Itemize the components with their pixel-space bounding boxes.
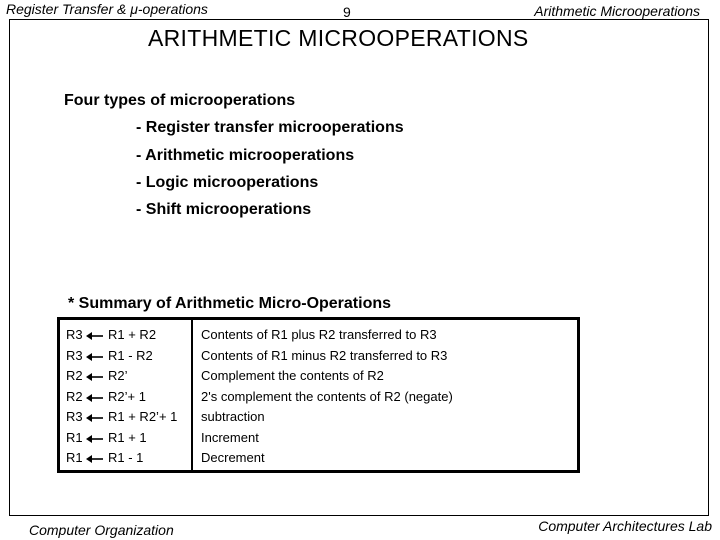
- slide-title: ARITHMETIC MICROOPERATIONS: [148, 25, 529, 51]
- operation-description: Complement the contents of R2: [201, 368, 384, 383]
- operation-expression: R1 + R2’+ 1: [108, 409, 178, 424]
- operation-description: Increment: [201, 430, 259, 445]
- operation-expression: R2’+ 1: [108, 389, 146, 404]
- operation-expression: R1 - R2: [108, 348, 153, 363]
- operation-expression: R1 + R2: [108, 327, 157, 342]
- destination-register: R3: [66, 348, 83, 363]
- list-item: - Logic microoperations: [136, 174, 319, 191]
- left-arrow-icon: [86, 454, 104, 464]
- summary-heading: * Summary of Arithmetic Micro-Operations: [68, 295, 392, 312]
- operation-description: 2's complement the contents of R2 (negate): [201, 389, 453, 404]
- destination-register: R3: [66, 327, 83, 342]
- header-topic: Arithmetic Microoperations: [534, 3, 700, 19]
- list-item: - Arithmetic microoperations: [136, 147, 355, 164]
- left-arrow-icon: [86, 434, 104, 444]
- footer-lab: Computer Architectures Lab: [538, 518, 712, 534]
- destination-register: R1: [66, 450, 83, 465]
- operation-description: Decrement: [201, 450, 265, 465]
- left-arrow-icon: [86, 413, 104, 423]
- left-arrow-icon: [86, 393, 104, 403]
- footer-course: Computer Organization: [29, 522, 174, 538]
- destination-register: R1: [66, 430, 83, 445]
- left-arrow-icon: [86, 352, 104, 362]
- intro-heading: Four types of microoperations: [64, 92, 296, 109]
- destination-register: R3: [66, 409, 83, 424]
- header-section-title: Register Transfer & μ-operations: [6, 1, 208, 17]
- destination-register: R2: [66, 389, 83, 404]
- operation-description: subtraction: [201, 409, 265, 424]
- list-item: - Shift microoperations: [136, 201, 312, 218]
- operation-expression: R1 + 1: [108, 430, 147, 445]
- page-number: 9: [343, 4, 351, 20]
- table-column-divider: [191, 319, 193, 470]
- operation-description: Contents of R1 plus R2 transferred to R3: [201, 327, 437, 342]
- operation-description: Contents of R1 minus R2 transferred to R3: [201, 348, 448, 363]
- left-arrow-icon: [86, 331, 104, 341]
- list-item: - Register transfer microoperations: [136, 119, 404, 136]
- operation-expression: R1 - 1: [108, 450, 144, 465]
- operation-expression: R2’: [108, 368, 128, 383]
- destination-register: R2: [66, 368, 83, 383]
- left-arrow-icon: [86, 372, 104, 382]
